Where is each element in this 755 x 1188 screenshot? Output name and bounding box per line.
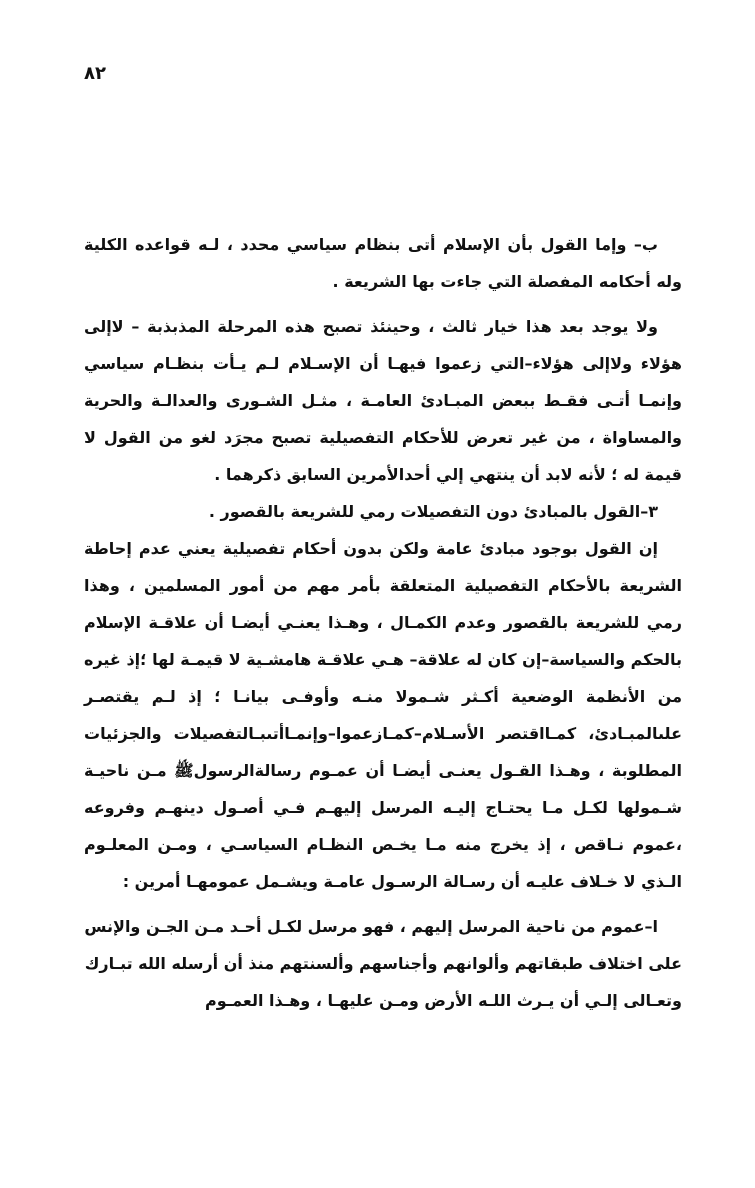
body-text bbox=[84, 226, 682, 1019]
paragraph-generality-of-recipients: ا–عموم من ناحية المرسل إليهم ، فهو مرسل لكـل أحـد مـن الجـن والإنس على اختلاف طبقاتهم وألوانهم وأجناسهم وألسنتهم منذ أن أرسله الله تبـارك وتعـالى إلـي أن يـرث اللـه الأرض ومـن عليهـا ، وهـذا العمـوم bbox=[84, 917, 682, 1010]
paragraph-heading-principles: ٣–القول بالمبادئ دون التفصيلات رمي للشريعة بالقصور . bbox=[208, 502, 658, 521]
paragraph-no-third-option: ولا يوجد بعد هذا خيار ثالث ، وحينئذ تصبح هذه المرحلة المذبذبة – لاإلى هؤلاء ولاإلى هؤلاء–التي زعموا فيهـا أن الإسـلام لـم يـأت بنظـام سياسي وإنمـا أتـى فقـط ببعض المبـادئ العامـة ، مثـل الشـورى والعدالـة والحرية والمساواة ، من غير تعرض للأحكام التفصيلية تصبح مجرَد لغو من القول لا قيمة له ؛ لأنه لابد أن ينتهي إلي أحدالأمرين السابق ذكرهما . bbox=[84, 317, 682, 484]
paragraph-principles-without-details: إن القول بوجود مبادئ عامة ولكن بدون أحكام تفصيلية يعني عدم إحاطة الشريعة بالأحكام التفصيلية المتعلقة بأمر مهم من أمور المسلمين ، وهذا رمي للشريعة بالقصور وعدم الكمـال ، وهـذا يعنـي أيضـا أن علاقـة الإسلام بالحكم والسياسة–إن كان له علاقة– هـي علاقـة هامشـية لا قيمـة لها ؛إذ غيره من الأنظمة الوضعية أكـثر شـمولا منـه وأوفـى بيانـا ؛ إذ لـم يقتصـر علىالمبـادئ، كمـااقتصر الأسـلام–كمـازعموا–وإنمـاأتىبـالتفصيلات والجزئيات المطلوبة ، وهـذا القـول يعنـى أيضـا أن عمـوم رسالةالرسولﷺ مـن ناحيـة شـمولها لكـل مـا يحتـاج إليـه المرسل إليهـم فـي أصـول دينهـم وفروعه ،عموم نـاقص ، إذ يخرج منه مـا يخـص النظـام السياسـي ، ومـن المعلـوم الـذي لا خـلاف عليـه أن رسـالة الرسـول عامـة ويشـمل عمومهـا أمرين : bbox=[84, 539, 682, 891]
paragraph-option-b: ب– وإما القول بأن الإسلام أتى بنظام سياسي محدد ، لـه قواعده الكلية وله أحكامه المفصلة التي جاءت بها الشريعة . bbox=[84, 235, 682, 291]
page-number: ٨٢ bbox=[84, 63, 106, 84]
